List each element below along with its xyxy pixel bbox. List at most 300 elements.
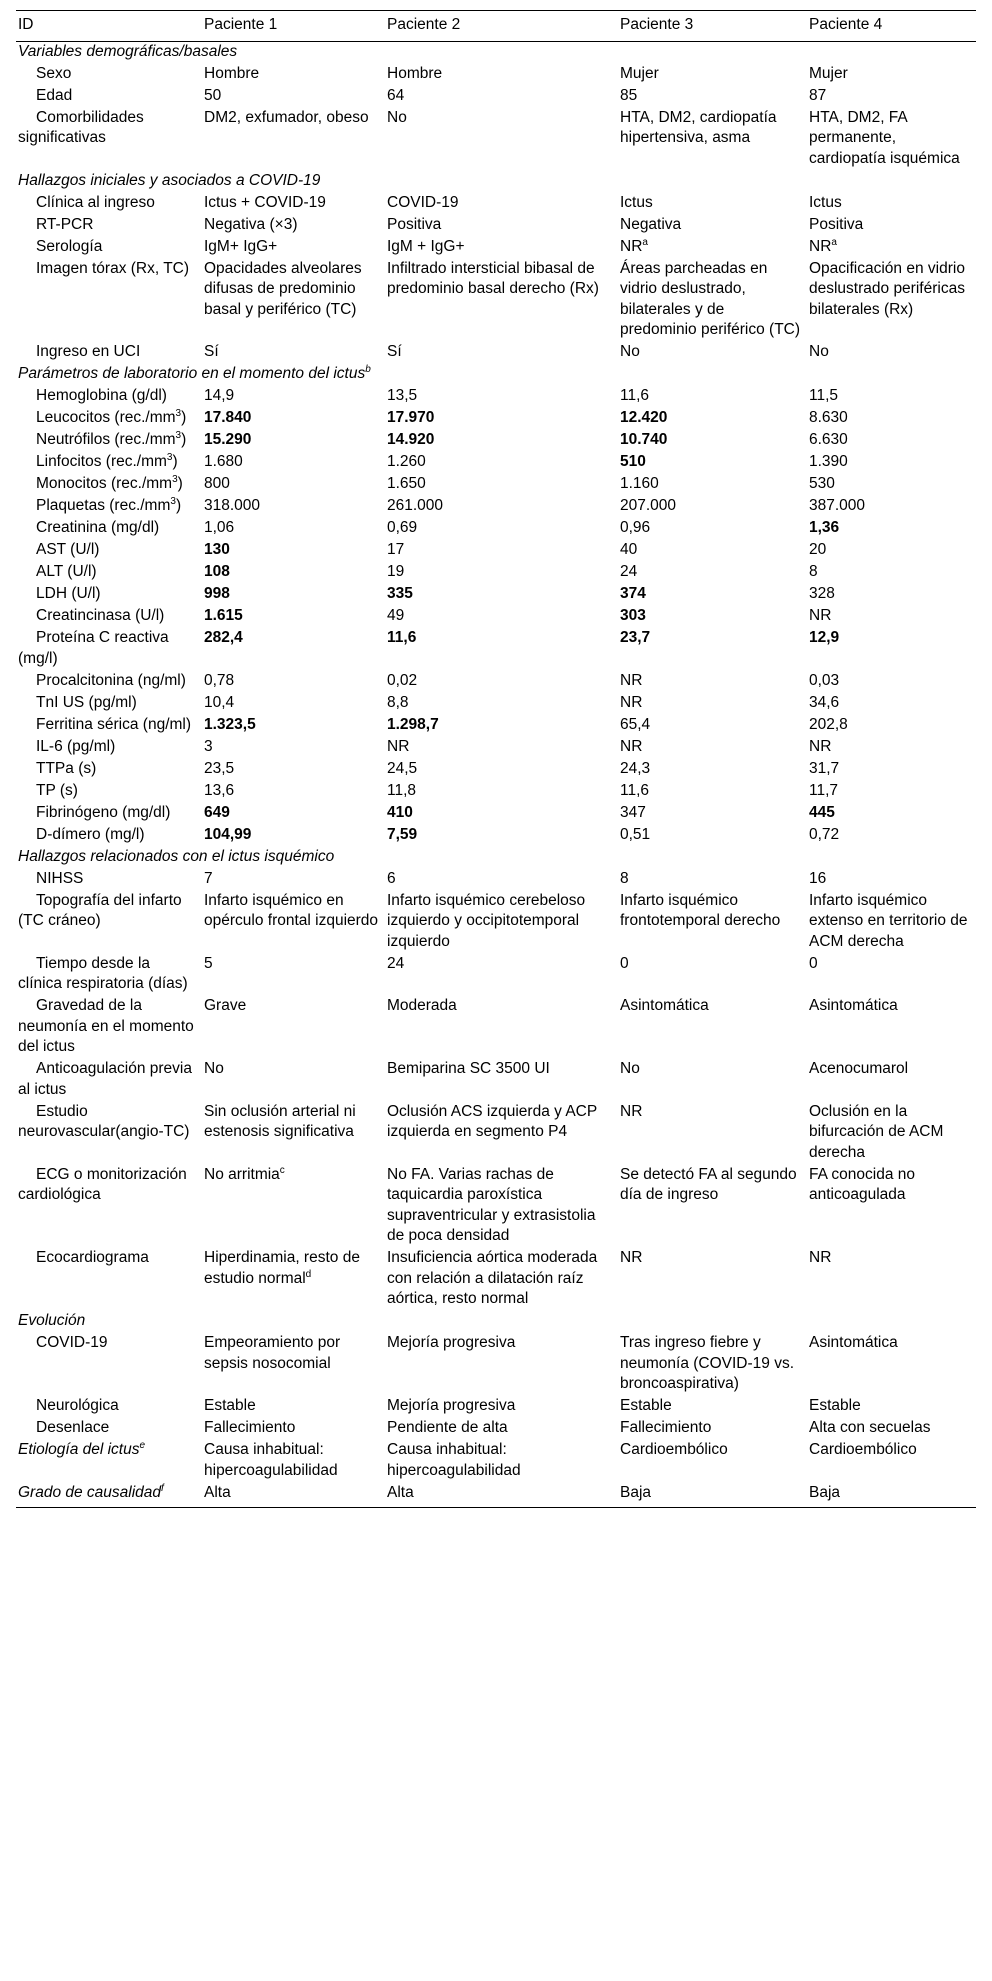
row-label-text: Estudio neurovascular(angio-TC) [18,1102,190,1140]
cell-text: 64 [387,86,405,104]
cell-text: Alta con secuelas [809,1419,931,1436]
row-label-text: Plaquetas (rec./mm [36,497,171,514]
row-label-text: D-dímero (mg/l) [36,825,145,843]
table-row [16,803,976,825]
row-label [16,215,202,237]
cell-patient-4 [807,259,976,343]
cell-text: 1.650 [387,475,426,492]
cell-text: 17.970 [387,409,435,426]
cell-patient-1 [202,1333,385,1396]
cell-patient-2 [385,996,618,1059]
cell-patient-1 [202,584,385,606]
cell-text: 0 [620,954,629,972]
cell-text: Insuficiencia aórtica moderada con relación a dilatación raíz aórtica, resto normal [387,1249,598,1307]
row-label-text: LDH (U/l) [36,585,101,602]
cell-text: 8,8 [387,693,409,711]
row-label-text: Linfocitos (rec./mm [36,453,167,470]
cell-patient-2 [385,628,618,671]
cell-text: 11,8 [387,781,417,799]
cell-patient-1 [202,954,385,997]
cell-text: Estable [204,1397,256,1414]
cell-patient-4 [807,452,976,474]
cell-text: 13,6 [204,781,235,799]
cell-patient-2 [385,781,618,803]
cell-text: Causa inhabitual: hipercoagulabilidad [387,1441,521,1479]
row-label [16,64,202,86]
cell-patient-2 [385,759,618,781]
cell-patient-1 [202,108,385,171]
cell-patient-1 [202,996,385,1059]
cell-text: 23,7 [620,629,651,646]
cell-text: 374 [620,585,646,602]
cell-text: Infarto isquémico en opérculo frontal izquierdo [204,891,379,929]
cell-text: 1.298,7 [387,715,439,733]
table-row [16,386,976,408]
footnote-marker: b [365,363,371,375]
row-label-text: Neurológica [36,1397,119,1414]
cell-patient-1 [202,237,385,259]
cell-text: Cardioembólico [809,1441,917,1458]
cell-patient-3 [618,518,807,540]
cell-patient-4 [807,606,976,628]
header-id: ID [16,11,202,42]
cell-patient-2 [385,693,618,715]
cell-patient-3 [618,86,807,108]
patient-comparison-table [16,10,976,1508]
cell-patient-4 [807,996,976,1059]
row-label-suffix: ) [175,497,182,514]
cell-text: NR [620,693,643,711]
row-label [16,891,202,954]
table-row [16,64,976,86]
cell-text: NR [809,607,832,624]
cell-patient-3 [618,562,807,584]
cell-patient-3 [618,430,807,452]
cell-text: Áreas parcheadas en vidrio deslustrado, bilaterales y de predominio periférico (TC) [620,259,801,338]
cell-text: 87 [809,86,827,104]
cell-patient-4 [807,1483,976,1508]
cell-text: HTA, DM2, cardiopatía hipertensiva, asma [620,108,777,146]
cell-patient-1 [202,1440,385,1483]
cell-text: NR [620,237,643,255]
cell-text: 410 [387,803,413,821]
row-label [16,1248,202,1311]
cell-text: 24 [620,563,638,580]
cell-text: 7,59 [387,825,418,843]
cell-patient-2 [385,540,618,562]
cell-patient-4 [807,1059,976,1102]
cell-patient-2 [385,1248,618,1311]
cell-text: 998 [204,585,230,602]
row-label-text: Procalcitonina (ng/ml) [36,671,186,689]
table-row [16,628,976,671]
table-row [16,891,976,954]
cell-patient-1 [202,259,385,343]
header-patient-4: Paciente 4 [807,11,976,42]
row-label-text: AST (U/l) [36,541,100,558]
cell-text: 1.615 [204,607,243,624]
cell-text: COVID-19 [387,193,459,211]
table-row [16,693,976,715]
table-row [16,474,976,496]
row-label-text: Clínica al ingreso [36,193,155,211]
cell-text: 130 [204,541,230,558]
cell-patient-2 [385,108,618,171]
cell-patient-1 [202,869,385,891]
cell-patient-4 [807,1248,976,1311]
row-label-text: Topografía del infarto (TC cráneo) [18,891,182,929]
row-label-text: Creatinina (mg/dl) [36,519,160,536]
cell-patient-2 [385,237,618,259]
table-row [16,496,976,518]
cell-text: Cardioembólico [620,1441,728,1458]
row-label [16,408,202,430]
cell-text: 108 [204,563,230,580]
cell-text: Opacificación en vidrio deslustrado periféricas bilaterales (Rx) [809,259,965,318]
row-label-text: Neutrófilos (rec./mm [36,431,176,448]
cell-patient-4 [807,781,976,803]
row-label [16,342,202,364]
cell-text: 0,02 [387,671,418,689]
table-row [16,237,976,259]
cell-text: 6 [387,869,396,887]
table-row [16,86,976,108]
cell-text: 15.290 [204,431,252,448]
cell-text: 104,99 [204,825,252,843]
cell-text: Baja [809,1483,841,1501]
cell-text: Fallecimiento [204,1419,296,1436]
cell-text: 0,72 [809,825,840,843]
cell-text: 530 [809,475,835,492]
cell-patient-1 [202,562,385,584]
footnote-marker: 3 [175,429,182,441]
cell-text: Oclusión ACS izquierda y ACP izquierda en segmento P4 [387,1102,597,1140]
cell-text: 1.323,5 [204,715,256,733]
footnote-marker: 3 [175,407,182,419]
cell-text: 0,78 [204,671,235,689]
section-row [16,364,976,386]
cell-patient-2 [385,342,618,364]
row-label-text: Hemoglobina (g/dl) [36,387,167,404]
cell-patient-2 [385,259,618,343]
cell-patient-4 [807,1440,976,1483]
cell-text: 207.000 [620,497,677,514]
cell-patient-3 [618,803,807,825]
row-label-text: Imagen tórax (Rx, TC) [36,259,190,277]
cell-patient-1 [202,606,385,628]
cell-text: 0,96 [620,519,651,536]
cell-patient-3 [618,1102,807,1165]
row-label [16,606,202,628]
row-label [16,108,202,171]
cell-text: Mujer [809,64,848,82]
cell-text: No FA. Varias rachas de taquicardia paroxística supraventricular y extrasistolia de poca densidad [387,1165,596,1244]
cell-patient-1 [202,518,385,540]
cell-patient-1 [202,737,385,759]
cell-text: 1,06 [204,519,235,536]
cell-patient-3 [618,1333,807,1396]
row-label [16,584,202,606]
cell-text: 11,6 [620,387,650,404]
cell-patient-3 [618,693,807,715]
row-label-text: Tiempo desde la clínica respiratoria (días) [18,954,188,992]
cell-patient-2 [385,954,618,997]
cell-patient-3 [618,193,807,215]
cell-text: 17.840 [204,409,252,426]
row-label [16,1165,202,1249]
cell-text: Negativa [620,215,682,233]
row-label [16,86,202,108]
row-label-text: Sexo [36,64,72,82]
cell-patient-2 [385,803,618,825]
cell-patient-4 [807,1165,976,1249]
section-title-text: Hallazgos iniciales y asociados a COVID-19 [18,171,321,189]
row-label [16,193,202,215]
cell-text: 11,7 [809,781,839,799]
cell-text: Positiva [387,215,442,233]
cell-patient-3 [618,1440,807,1483]
cell-text: Ictus + COVID-19 [204,193,326,211]
cell-patient-4 [807,64,976,86]
cell-patient-4 [807,628,976,671]
cell-patient-3 [618,342,807,364]
cell-patient-1 [202,386,385,408]
cell-text: 49 [387,607,405,624]
cell-patient-4 [807,108,976,171]
table-row [16,584,976,606]
row-label-text: ECG o monitorización cardiológica [18,1165,187,1203]
footnote-marker: 3 [166,451,173,463]
row-label [16,1333,202,1396]
cell-text: 0,51 [620,825,651,843]
cell-patient-3 [618,408,807,430]
cell-text: HTA, DM2, FA permanente, cardiopatía isquémica [809,108,960,167]
cell-text: 20 [809,541,827,558]
footnote-marker: e [139,1439,146,1451]
row-label-suffix: ) [172,453,178,470]
cell-text: NR [809,237,832,255]
table-row [16,1483,976,1508]
cell-text: 202,8 [809,715,848,733]
cell-patient-3 [618,215,807,237]
section-title [16,847,976,869]
table-header-row [16,11,976,42]
cell-patient-4 [807,215,976,237]
cell-text: Positiva [809,215,864,233]
cell-text: Estable [809,1397,861,1414]
section-title [16,171,976,193]
cell-text: Sí [387,343,402,360]
cell-patient-2 [385,496,618,518]
cell-text: Grave [204,997,247,1014]
cell-patient-1 [202,474,385,496]
section-row [16,847,976,869]
row-label [16,1418,202,1440]
cell-text: NR [809,737,832,755]
cell-text: Mujer [620,64,659,82]
row-label-text: Creatincinasa (U/l) [36,607,165,624]
row-label [16,1483,202,1508]
row-label-text: COVID-19 [36,1334,108,1351]
cell-patient-1 [202,215,385,237]
table-row [16,606,976,628]
cell-text: 0,69 [387,519,418,536]
cell-text: 1,36 [809,519,840,536]
cell-patient-2 [385,869,618,891]
cell-patient-4 [807,237,976,259]
cell-patient-4 [807,825,976,847]
cell-patient-2 [385,891,618,954]
footnote-marker: 3 [172,473,178,485]
cell-text: Sin oclusión arterial ni estenosis significativa [204,1102,356,1140]
cell-text: Infarto isquémico extenso en territorio de ACM derecha [809,891,968,950]
cell-text: 19 [387,563,405,580]
cell-text: Asintomática [809,1334,898,1351]
cell-text: Baja [620,1483,652,1501]
row-label-text: Proteína C reactiva (mg/l) [18,629,169,667]
cell-text: 7 [204,869,213,887]
cell-text: 65,4 [620,715,651,733]
cell-text: 387.000 [809,497,866,514]
cell-text: No [620,343,640,360]
cell-patient-2 [385,1102,618,1165]
cell-patient-3 [618,259,807,343]
cell-patient-1 [202,825,385,847]
cell-text: Acenocumarol [809,1060,909,1077]
row-label [16,518,202,540]
section-row [16,1311,976,1333]
row-label-text: NIHSS [36,869,84,887]
cell-text: 5 [204,954,213,972]
cell-text: Se detectó FA al segundo día de ingreso [620,1165,797,1203]
table-row [16,430,976,452]
cell-patient-2 [385,1396,618,1418]
cell-patient-1 [202,803,385,825]
cell-text: 24,3 [620,759,651,777]
row-label [16,1396,202,1418]
cell-patient-3 [618,1248,807,1311]
cell-text: 23,5 [204,759,235,777]
footnote-marker: a [831,236,837,248]
cell-patient-3 [618,891,807,954]
cell-patient-1 [202,452,385,474]
row-label-text: TP (s) [36,781,78,799]
row-label [16,1102,202,1165]
row-label-text: Edad [36,86,73,104]
cell-patient-4 [807,759,976,781]
cell-text: Ictus [620,193,653,211]
cell-text: 13,5 [387,387,418,404]
cell-text: 14,9 [204,387,235,404]
cell-text: Estable [620,1397,672,1414]
cell-text: 800 [204,475,230,492]
row-label [16,715,202,737]
cell-patient-3 [618,1059,807,1102]
row-label-text: ALT (U/l) [36,563,97,580]
cell-text: 318.000 [204,497,261,514]
table-row [16,1440,976,1483]
cell-text: NR [620,1102,643,1120]
cell-text: 10.740 [620,431,668,448]
table-row [16,193,976,215]
cell-text: 14.920 [387,431,435,448]
cell-patient-4 [807,869,976,891]
row-label [16,452,202,474]
footnote-marker: 3 [170,495,176,507]
cell-patient-4 [807,430,976,452]
row-label-text: Gravedad de la neumonía en el momento del ictus [18,997,194,1055]
cell-patient-3 [618,759,807,781]
section-title [16,41,976,64]
cell-patient-2 [385,584,618,606]
cell-patient-2 [385,671,618,693]
row-label-text: Monocitos (rec./mm [36,475,173,492]
cell-text: Asintomática [809,997,898,1014]
cell-text: 12,9 [809,629,840,646]
cell-text: 24 [387,954,405,972]
footnote-marker: f [161,1482,164,1494]
cell-text: 85 [620,86,638,104]
cell-patient-4 [807,386,976,408]
row-label-text: Comorbilidades significativas [18,108,144,146]
footnote-marker: a [642,236,648,248]
table-row [16,759,976,781]
row-label [16,540,202,562]
cell-text: Bemiparina SC 3500 UI [387,1060,550,1077]
section-row [16,41,976,64]
row-label [16,496,202,518]
cell-text: 11,6 [387,629,417,646]
cell-patient-4 [807,518,976,540]
cell-text: 1.160 [620,475,659,492]
table-row [16,342,976,364]
table-row [16,1418,976,1440]
row-label-text: Leucocitos (rec./mm [36,409,176,426]
cell-patient-2 [385,562,618,584]
cell-patient-4 [807,408,976,430]
table-row [16,452,976,474]
row-label-text: RT-PCR [36,215,94,233]
cell-text: Hiperdinamia, resto de estudio normal [204,1249,360,1287]
cell-text: 8.630 [809,409,848,426]
cell-patient-4 [807,737,976,759]
cell-patient-1 [202,781,385,803]
row-label-text: Etiología del ictus [18,1441,140,1458]
cell-patient-1 [202,715,385,737]
row-label-text: TnI US (pg/ml) [36,693,137,711]
row-label [16,803,202,825]
cell-text: Empeoramiento por sepsis nosocomial [204,1334,341,1372]
cell-text: 34,6 [809,693,840,711]
cell-text: 328 [809,585,835,602]
cell-patient-2 [385,1440,618,1483]
cell-text: NR [620,1249,643,1266]
cell-patient-1 [202,342,385,364]
cell-text: 1.390 [809,453,848,470]
cell-text: DM2, exfumador, obeso [204,108,369,126]
cell-patient-2 [385,474,618,496]
cell-patient-1 [202,1248,385,1311]
cell-patient-4 [807,1333,976,1396]
row-label [16,737,202,759]
cell-text: Causa inhabitual: hipercoagulabilidad [204,1441,338,1479]
cell-patient-2 [385,825,618,847]
cell-text: 31,7 [809,759,840,777]
row-label [16,825,202,847]
footnote-marker: c [279,1164,285,1176]
row-label-text: Fibrinógeno (mg/dl) [36,803,171,821]
table-row [16,781,976,803]
